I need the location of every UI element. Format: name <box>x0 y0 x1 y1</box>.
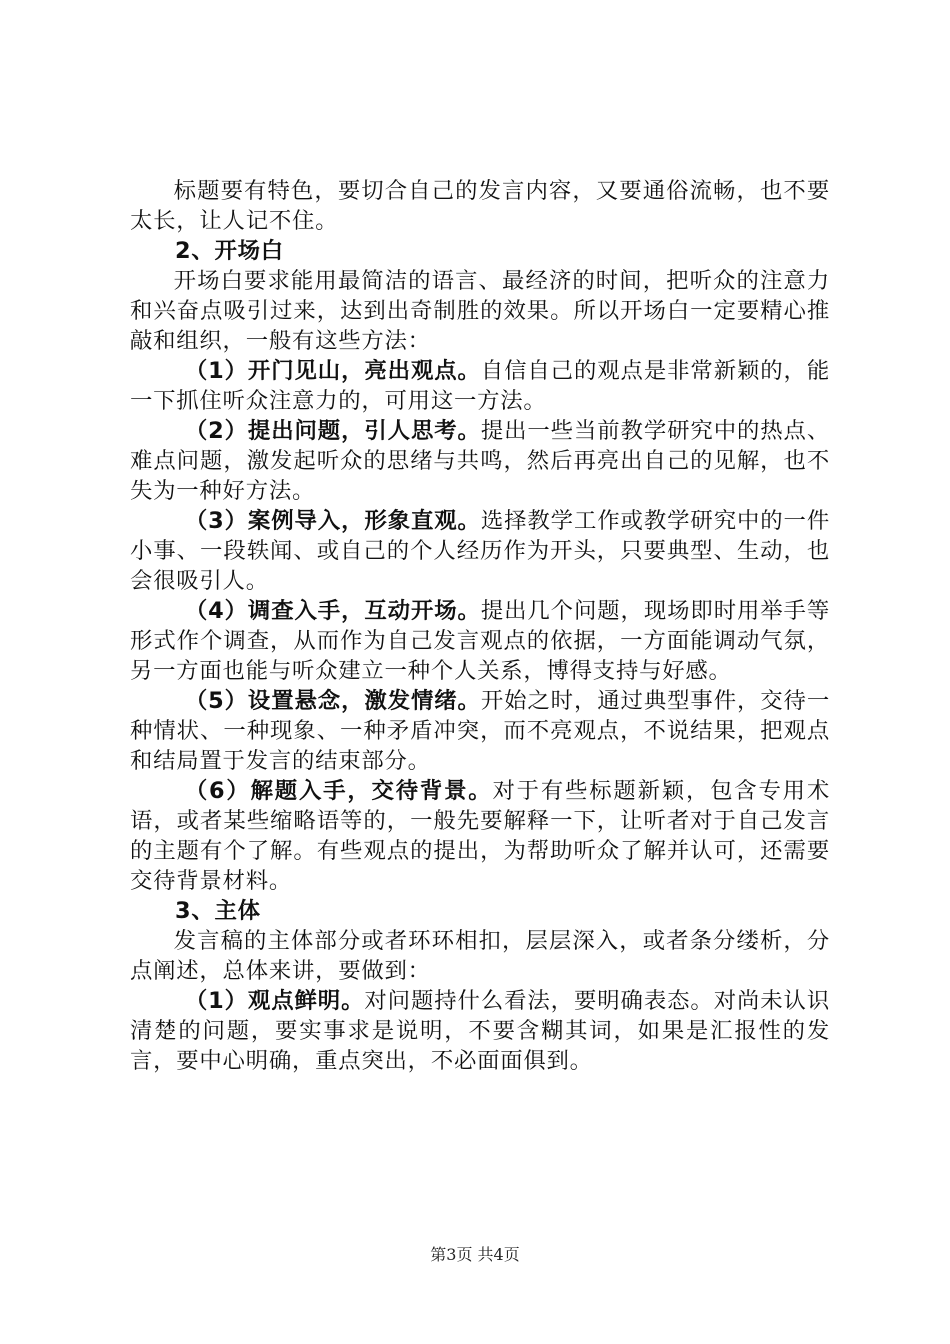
method-item-text: 自信自己的观点是非常新颖的，能一下抓住听众注意力的，可用这一方法。 <box>130 358 830 414</box>
method-item <box>130 356 830 416</box>
method-item <box>130 776 830 896</box>
method-item-title: （5）设置悬念，激发情绪。 <box>184 688 481 714</box>
page-footer: 第3页 共4页 <box>430 1245 520 1264</box>
body-paragraph: 标题要有特色，要切合自己的发言内容，又要通俗流畅，也不要太长，让人记不住。 <box>130 178 830 234</box>
method-item <box>130 986 830 1076</box>
method-item-title: （4）调查入手，互动开场。 <box>184 598 481 624</box>
document-body <box>130 176 830 1076</box>
method-item <box>130 506 830 596</box>
method-item-title: （1）开门见山，亮出观点。 <box>184 358 481 384</box>
method-item <box>130 596 830 686</box>
method-item <box>130 416 830 506</box>
method-item-title: （1）观点鲜明。 <box>184 988 365 1014</box>
method-item <box>130 686 830 776</box>
body-paragraph: 发言稿的主体部分或者环环相扣，层层深入，或者条分缕析，分点阐述，总体来讲，要做到： <box>130 928 830 984</box>
method-item-title: （6）解题入手，交待背景。 <box>184 778 493 804</box>
section-heading: 3、主体 <box>175 898 261 924</box>
method-item-title: （2）提出问题，引人思考。 <box>184 418 481 444</box>
method-item-title: （3）案例导入，形象直观。 <box>184 508 481 534</box>
method-item-text: 选择教学工作或教学研究中的一件小事、一段轶闻、或自己的个人经历作为开头，只要典型、生动，也会很吸引人。 <box>130 508 830 594</box>
method-item-text: 对于有些标题新颖，包含专用术语，或者某些缩略语等的，一般先要解释一下，让听者对于自己发言的主题有个了解。有些观点的提出，为帮助听众了解并认可，还需要交待背景材料。 <box>130 778 830 894</box>
method-item-text: 开始之时，通过典型事件，交待一种情状、一种现象、一种矛盾冲突，而不亮观点，不说结果，把观点和结局置于发言的结束部分。 <box>130 688 830 774</box>
method-item-text: 对问题持什么看法，要明确表态。对尚未认识清楚的问题，要实事求是说明，不要含糊其词，如果是汇报性的发言，要中心明确，重点突出，不必面面俱到。 <box>130 988 830 1074</box>
method-item-text: 提出几个问题，现场即时用举手等形式作个调查，从而作为自己发言观点的依据，一方面能调动气氛，另一方面也能与听众建立一种个人关系，博得支持与好感。 <box>130 598 830 684</box>
section-heading: 2、开场白 <box>175 238 284 264</box>
body-paragraph: 开场白要求能用最简洁的语言、最经济的时间，把听众的注意力和兴奋点吸引过来，达到出奇制胜的效果。所以开场白一定要精心推敲和组织，一般有这些方法： <box>130 268 830 354</box>
method-item-text: 提出一些当前教学研究中的热点、难点问题，激发起听众的思绪与共鸣，然后再亮出自己的见解，也不失为一种好方法。 <box>130 418 830 504</box>
